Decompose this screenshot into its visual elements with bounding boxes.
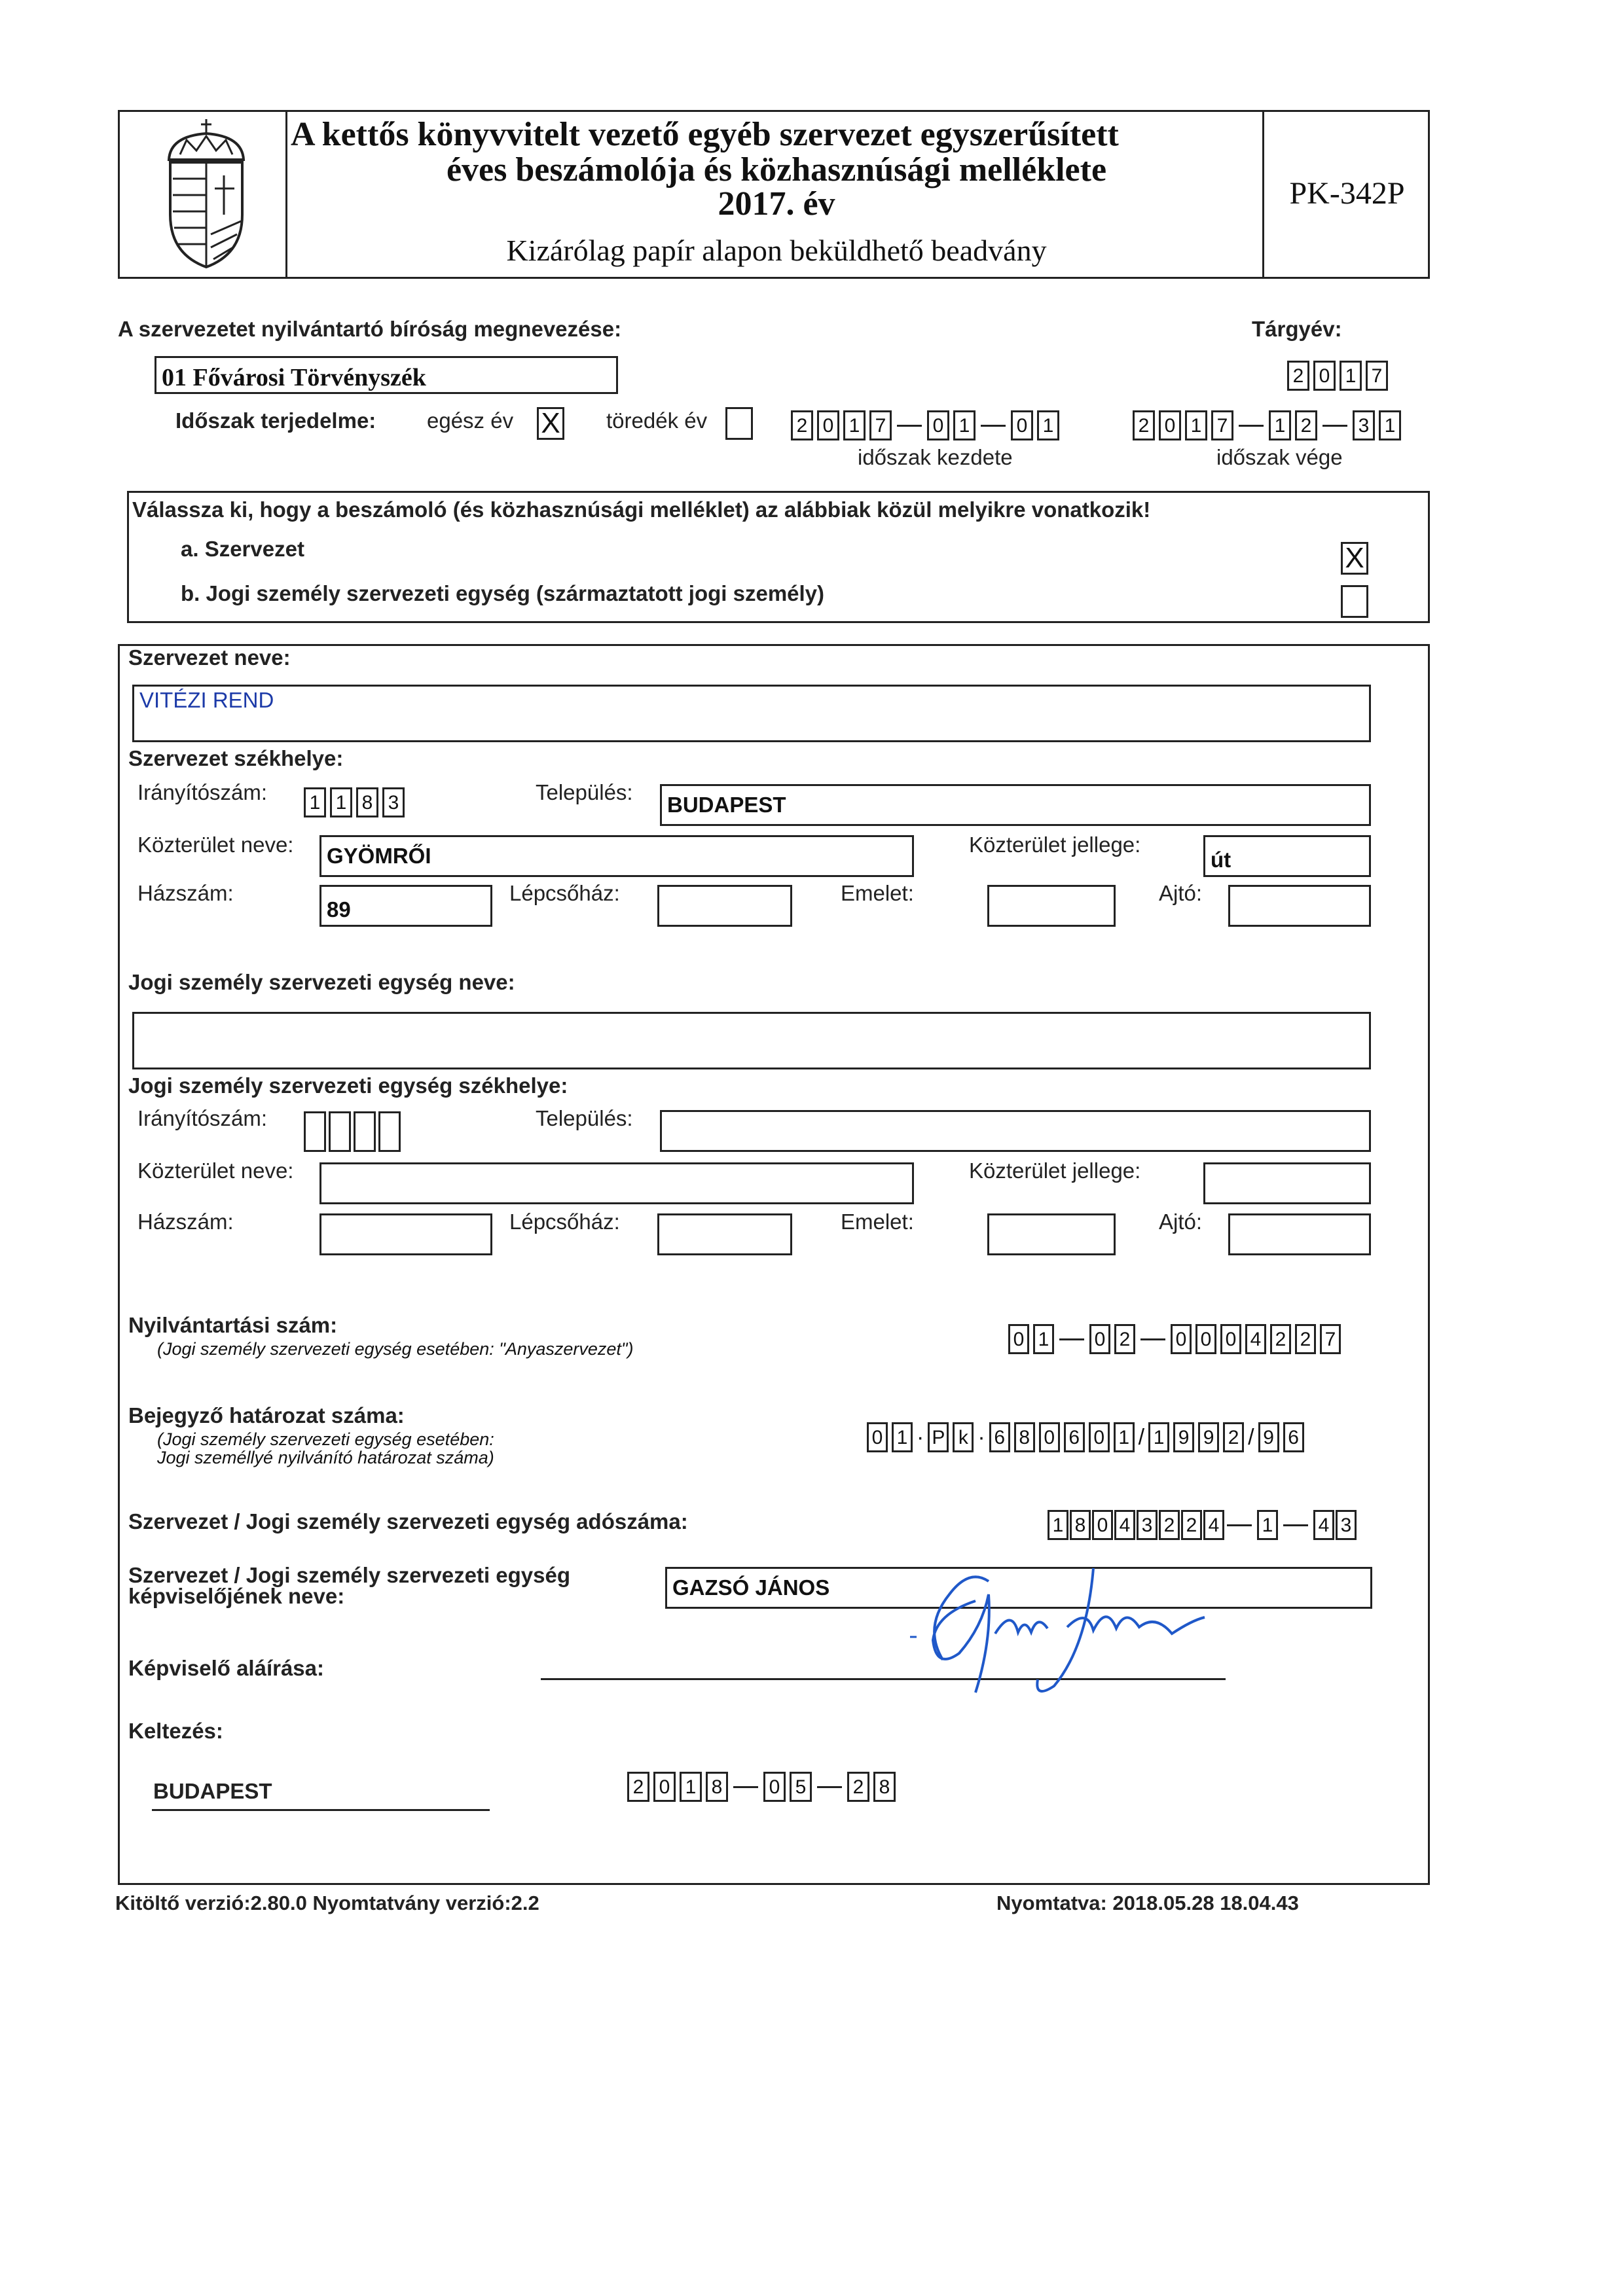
org-street-field[interactable] xyxy=(319,835,914,877)
unit-street-label: Közterület neve: xyxy=(137,1158,294,1183)
unit-city-field[interactable] xyxy=(660,1110,1371,1152)
registry-cells[interactable] xyxy=(1008,1323,1345,1355)
registry-digit: 0 xyxy=(1008,1324,1029,1354)
date-digit: 7 xyxy=(869,410,892,440)
org-street-label: Közterület neve: xyxy=(137,833,294,857)
dash xyxy=(1140,1338,1165,1340)
year-digit: 7 xyxy=(1366,361,1388,391)
org-stair-field[interactable] xyxy=(657,885,792,927)
footer-printed: Nyomtatva: 2018.05.28 18.04.43 xyxy=(996,1892,1299,1914)
unit-house-label: Házszám: xyxy=(137,1210,234,1234)
date-digit: 0 xyxy=(1159,410,1181,440)
full-year-checkbox[interactable]: X xyxy=(537,407,564,440)
tax-digit: 4 xyxy=(1313,1510,1334,1540)
dot-separator: · xyxy=(977,1425,985,1450)
unit-zip-label: Irányítószám: xyxy=(137,1106,268,1130)
date-digit: 1 xyxy=(680,1772,702,1802)
dot-separator: · xyxy=(917,1425,924,1450)
date-digit: 5 xyxy=(790,1772,812,1802)
decision-cells[interactable] xyxy=(867,1422,1308,1453)
option-b-label: b. Jogi személy szervezeti egység (származtatott jogi személy) xyxy=(181,581,825,605)
org-city-field[interactable] xyxy=(660,784,1371,826)
year-digit: 2 xyxy=(1287,361,1309,391)
registry-digit: 2 xyxy=(1270,1324,1291,1354)
tax-digit: 3 xyxy=(1336,1510,1357,1540)
unit-house-field[interactable] xyxy=(319,1213,492,1255)
zip-digit: 8 xyxy=(356,787,378,817)
hungarian-coat-of-arms-icon xyxy=(151,117,262,271)
form-title-line1: A kettős könyvvitelt vezető egyéb szervezet egyszerűsített xyxy=(291,116,1119,153)
zip-digit: 1 xyxy=(330,787,352,817)
rep-label-line1: Szervezet / Jogi személy szervezeti egység xyxy=(128,1563,571,1587)
decision-char: k xyxy=(953,1422,974,1452)
date-digit: 3 xyxy=(1353,410,1375,440)
decision-char: 0 xyxy=(867,1422,888,1452)
tax-digit: 3 xyxy=(1137,1510,1158,1540)
date-digit: 0 xyxy=(927,410,949,440)
unit-street-type-label: Közterület jellege: xyxy=(969,1158,1141,1183)
decision-char: 9 xyxy=(1173,1422,1194,1452)
unit-street-type-field[interactable] xyxy=(1203,1162,1371,1204)
org-zip-label: Irányítószám: xyxy=(137,780,268,804)
form-title-year: 2017. év xyxy=(718,185,835,223)
rep-name-value: GAZSÓ JÁNOS xyxy=(672,1575,830,1600)
unit-name-label: Jogi személy szervezeti egység neve: xyxy=(128,970,515,994)
zip-digit: 1 xyxy=(304,787,326,817)
date-digit: 1 xyxy=(843,410,866,440)
dash xyxy=(897,425,922,427)
dash xyxy=(1227,1524,1252,1526)
slash-separator: / xyxy=(1248,1425,1254,1450)
header-divider-left xyxy=(285,110,287,279)
registry-label: Nyilvántartási szám: xyxy=(128,1313,338,1337)
date-digit: 0 xyxy=(817,410,839,440)
main-frame xyxy=(118,644,1430,1885)
date-digit: 1 xyxy=(1185,410,1207,440)
registry-digit: 2 xyxy=(1295,1324,1316,1354)
year-cells[interactable] xyxy=(1287,360,1392,391)
partial-year-checkbox[interactable] xyxy=(725,407,753,440)
unit-city-label: Település: xyxy=(536,1106,633,1130)
date-digit: 8 xyxy=(873,1772,896,1802)
unit-door-label: Ajtó: xyxy=(1159,1210,1203,1234)
option-a-label: a. Szervezet xyxy=(181,537,304,561)
dash xyxy=(817,1786,842,1788)
rep-label-line2: képviselőjének neve: xyxy=(128,1584,345,1608)
org-floor-label: Emelet: xyxy=(841,881,914,905)
year-digit: 1 xyxy=(1340,361,1362,391)
date-digit: 1 xyxy=(953,410,976,440)
org-street-type-label: Közterület jellege: xyxy=(969,833,1141,857)
org-street-type-value: út xyxy=(1211,848,1231,872)
decision-char: 6 xyxy=(1064,1422,1085,1452)
date-digit: 0 xyxy=(1011,410,1033,440)
dash xyxy=(1322,425,1347,427)
zip-digit xyxy=(329,1111,351,1152)
handwritten-signature xyxy=(897,1555,1211,1699)
tax-cells[interactable] xyxy=(1048,1509,1358,1541)
form-title-line2: éves beszámolója és közhasznúsági melléklete xyxy=(446,151,1107,188)
decision-note2: Jogi személlyé nyilvánító határozat száma) xyxy=(157,1448,494,1467)
dash xyxy=(1239,425,1264,427)
period-start-cells[interactable] xyxy=(791,410,1063,441)
form-code: PK-342P xyxy=(1289,176,1405,211)
year-label: Tárgyév: xyxy=(1252,317,1342,341)
decision-char: 6 xyxy=(989,1422,1010,1452)
date-digit: 7 xyxy=(1211,410,1233,440)
registry-digit: 0 xyxy=(1089,1324,1110,1354)
tax-label: Szervezet / Jogi személy szervezeti egység adószáma: xyxy=(128,1509,688,1534)
unit-street-field[interactable] xyxy=(319,1162,914,1204)
date-place-line xyxy=(152,1809,490,1811)
option-b-checkbox[interactable] xyxy=(1341,585,1368,618)
period-end-label: időszak vége xyxy=(1216,445,1343,469)
unit-zip-cells[interactable] xyxy=(304,1111,403,1152)
decision-char: 1 xyxy=(1148,1422,1169,1452)
date-digit: 8 xyxy=(706,1772,728,1802)
decision-char: 1 xyxy=(892,1422,913,1452)
year-digit: 0 xyxy=(1313,361,1336,391)
org-name-field[interactable] xyxy=(132,685,1371,742)
zip-digit xyxy=(354,1111,376,1152)
dash xyxy=(733,1786,758,1788)
unit-stair-field[interactable] xyxy=(657,1213,792,1255)
registry-digit: 0 xyxy=(1220,1324,1241,1354)
date-place-value: BUDAPEST xyxy=(153,1779,272,1803)
unit-door-field[interactable] xyxy=(1228,1213,1371,1255)
org-door-field[interactable] xyxy=(1228,885,1371,927)
choice-question: Válassza ki, hogy a beszámoló (és közhasznúsági melléklet) az alábbiak közül melyikre vonatkozik! xyxy=(132,497,1151,522)
unit-seat-label: Jogi személy szervezeti egység székhelye: xyxy=(128,1073,568,1098)
org-street-type-field[interactable] xyxy=(1203,835,1371,877)
org-city-label: Település: xyxy=(536,780,633,804)
dash xyxy=(1283,1524,1308,1526)
date-digit: 1 xyxy=(1379,410,1401,440)
org-seat-label: Szervezet székhelye: xyxy=(128,746,344,770)
tax-digit: 8 xyxy=(1070,1510,1091,1540)
org-house-label: Házszám: xyxy=(137,881,234,905)
org-door-label: Ajtó: xyxy=(1159,881,1203,905)
zip-digit xyxy=(304,1111,326,1152)
date-label: Keltezés: xyxy=(128,1719,223,1743)
full-year-label: egész év xyxy=(427,408,514,433)
org-city-value: BUDAPEST xyxy=(667,793,786,817)
date-digit: 2 xyxy=(1133,410,1155,440)
org-zip-cells[interactable] xyxy=(304,787,409,818)
court-value: 01 Fővárosi Törvényszék xyxy=(162,364,426,391)
decision-char: 6 xyxy=(1283,1422,1304,1452)
date-digit: 0 xyxy=(763,1772,786,1802)
decision-char: 0 xyxy=(1039,1422,1060,1452)
registry-digit: 4 xyxy=(1245,1324,1266,1354)
period-start-label: időszak kezdete xyxy=(858,445,1013,469)
slash-separator: / xyxy=(1138,1425,1145,1450)
tax-digit: 4 xyxy=(1203,1510,1224,1540)
option-a-checkbox[interactable]: X xyxy=(1341,542,1368,575)
decision-label: Bejegyző határozat száma: xyxy=(128,1403,405,1427)
partial-year-label: töredék év xyxy=(606,408,708,433)
date-digit: 2 xyxy=(847,1772,869,1802)
zip-digit xyxy=(378,1111,401,1152)
form-subtitle: Kizárólag papír alapon beküldhető beadvány xyxy=(506,234,1047,267)
decision-note1: (Jogi személy szervezeti egység esetében: xyxy=(157,1429,494,1449)
unit-name-field[interactable] xyxy=(132,1012,1371,1069)
registry-digit: 7 xyxy=(1320,1324,1341,1354)
footer-version: Kitöltő verzió:2.80.0 Nyomtatvány verzió:2.2 xyxy=(115,1892,539,1914)
dash xyxy=(1059,1338,1084,1340)
registry-digit: 0 xyxy=(1195,1324,1216,1354)
date-digit: 2 xyxy=(1295,410,1317,440)
tax-digit: 0 xyxy=(1092,1510,1113,1540)
registry-note: (Jogi személy szervezeti egység esetében: "Anyaszervezet") xyxy=(157,1339,634,1359)
decision-char: P xyxy=(928,1422,949,1452)
registry-digit: 1 xyxy=(1033,1324,1054,1354)
signature-label: Képviselő aláírása: xyxy=(128,1656,324,1680)
decision-char: 9 xyxy=(1198,1422,1219,1452)
org-floor-field[interactable] xyxy=(987,885,1116,927)
date-digit: 2 xyxy=(791,410,813,440)
registry-digit: 2 xyxy=(1114,1324,1135,1354)
date-digit: 1 xyxy=(1269,410,1291,440)
unit-floor-field[interactable] xyxy=(987,1213,1116,1255)
tax-digit: 1 xyxy=(1257,1510,1278,1540)
decision-char: 2 xyxy=(1223,1422,1244,1452)
registry-digit: 0 xyxy=(1171,1324,1192,1354)
decision-char: 8 xyxy=(1014,1422,1035,1452)
decision-char: 9 xyxy=(1258,1422,1279,1452)
org-name-value: VITÉZI REND xyxy=(139,688,274,712)
zip-digit: 3 xyxy=(382,787,405,817)
date-digit: 2 xyxy=(627,1772,649,1802)
org-stair-label: Lépcsőház: xyxy=(509,881,620,905)
org-house-value: 89 xyxy=(327,897,351,922)
unit-stair-label: Lépcsőház: xyxy=(509,1210,620,1234)
tax-digit: 1 xyxy=(1048,1510,1068,1540)
unit-floor-label: Emelet: xyxy=(841,1210,914,1234)
signature-text: Gazsó János xyxy=(897,1555,901,1556)
date-digit: 0 xyxy=(653,1772,676,1802)
dash xyxy=(981,425,1006,427)
org-house-field[interactable] xyxy=(319,885,492,927)
decision-char: 0 xyxy=(1089,1422,1110,1452)
period-label: Időszak terjedelme: xyxy=(175,408,376,433)
org-street-value: GYÖMRŐI xyxy=(327,844,431,868)
court-field[interactable] xyxy=(155,356,618,394)
tax-digit: 2 xyxy=(1159,1510,1180,1540)
date-cells[interactable] xyxy=(627,1771,900,1803)
court-label: A szervezetet nyilvántartó bíróság megnevezése: xyxy=(118,317,622,341)
date-digit: 1 xyxy=(1037,410,1059,440)
tax-digit: 4 xyxy=(1114,1510,1135,1540)
org-name-label: Szervezet neve: xyxy=(128,645,291,670)
period-end-cells[interactable] xyxy=(1133,410,1405,441)
tax-digit: 2 xyxy=(1181,1510,1202,1540)
decision-char: 1 xyxy=(1114,1422,1135,1452)
